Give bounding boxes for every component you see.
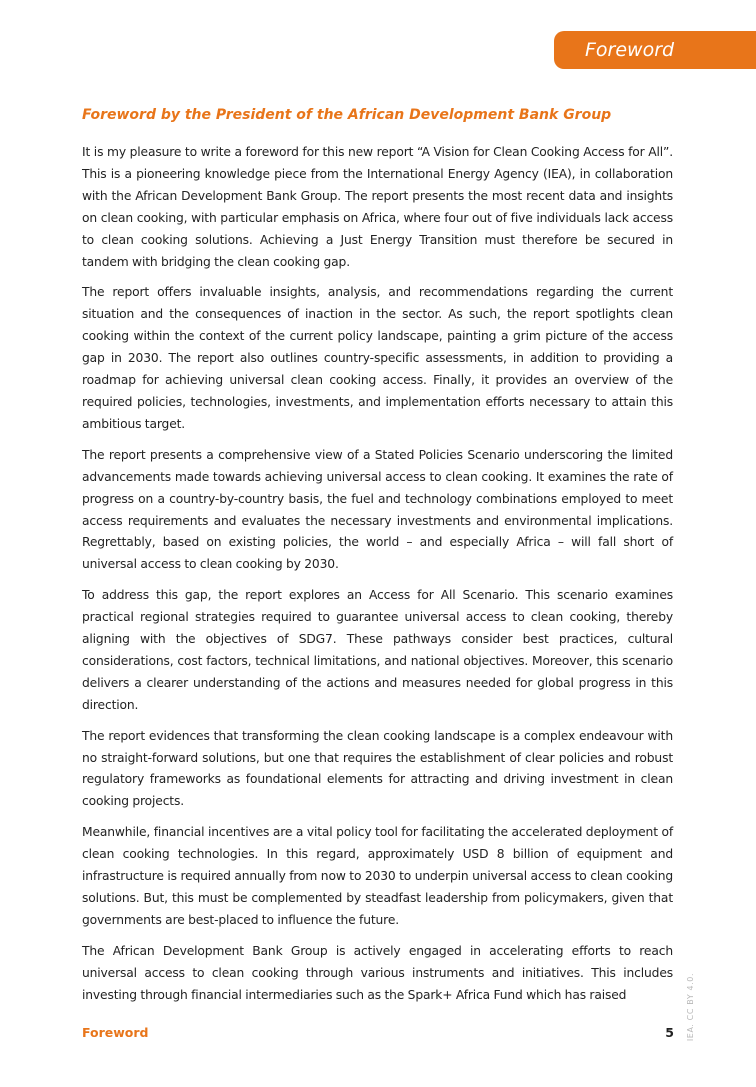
paragraph: It is my pleasure to write a foreword for this new report “A Vision for Clean Cooking Access for All”. This is a pioneering knowledge piece from the International Energy Agency (IEA), in collaboration with the African Development Bank Group. The report presents the most recent data and insights on clean cooking, with particular emphasis on Africa, where four out of five individuals lack access to clean cooking solutions. Achieving a Just Energy Transition must therefore be secured in tandem with bridging the clean cooking gap. [82,145,673,269]
section-tab [554,31,756,69]
footer-section-label: Foreword [82,1025,149,1040]
paragraph: The African Development Bank Group is actively engaged in accelerating efforts to reach universal access to clean cooking through various instruments and initiatives. This includes investing through financial intermediaries such as the Spark+ Africa Fund which has raised [82,943,673,1002]
paragraph: Meanwhile, financial incentives are a vital policy tool for facilitating the accelerated deployment of clean cooking technologies. In this regard, approximately USD 8 billion of equipment and infrastructure is required annually from now to 2030 to underpin universal access to clean cooking solutions. But, this must be complemented by steadfast leadership from policymakers, given that governments are best-placed to influence the future. [82,825,673,927]
paragraph: The report offers invaluable insights, analysis, and recommendations regarding the current situation and the consequences of inaction in the sector. As such, the report spotlights clean cooking within the context of the current policy landscape, painting a grim picture of the access gap in 2030. The report also outlines country-specific assessments, in addition to providing a roadmap for achieving universal clean cooking access. Finally, it provides an overview of the required policies, technologies, investments, and implementation efforts necessary to attain this ambitious target. [82,285,673,431]
paragraph: The report evidences that transforming the clean cooking landscape is a complex endeavour with no straight-forward solutions, but one that requires the establishment of clear policies and robust regulatory frameworks as foundational elements for attracting and driving investment in clean cooking projects. [82,728,673,809]
page-title: Foreword by the President of the African Development Bank Group [82,107,612,123]
license-notice: IEA. CC BY 4.0. [686,972,695,1042]
section-tab-label: Foreword [585,39,675,61]
page-number: 5 [665,1025,674,1040]
paragraph: To address this gap, the report explores an Access for All Scenario. This scenario examines practical regional strategies required to guarantee universal access to clean cooking, thereby aligning with the objectives of SDG7. These pathways consider best practices, cultural considerations, cost factors, technical limitations, and national objectives. Moreover, this scenario delivers a clearer understanding of the actions and measures needed for global progress in this direction. [82,588,673,712]
article-body [82,142,673,1016]
paragraph: The report presents a comprehensive view of a Stated Policies Scenario underscoring the limited advancements made towards achieving universal access to clean cooking. It examines the rate of progress on a country-by-country basis, the fuel and technology combinations employed to meet access requirements and evaluates the necessary investments and environmental implications. Regrettably, based on existing policies, the world – and especially Africa – will fall short of universal access to clean cooking by 2030. [82,447,673,572]
